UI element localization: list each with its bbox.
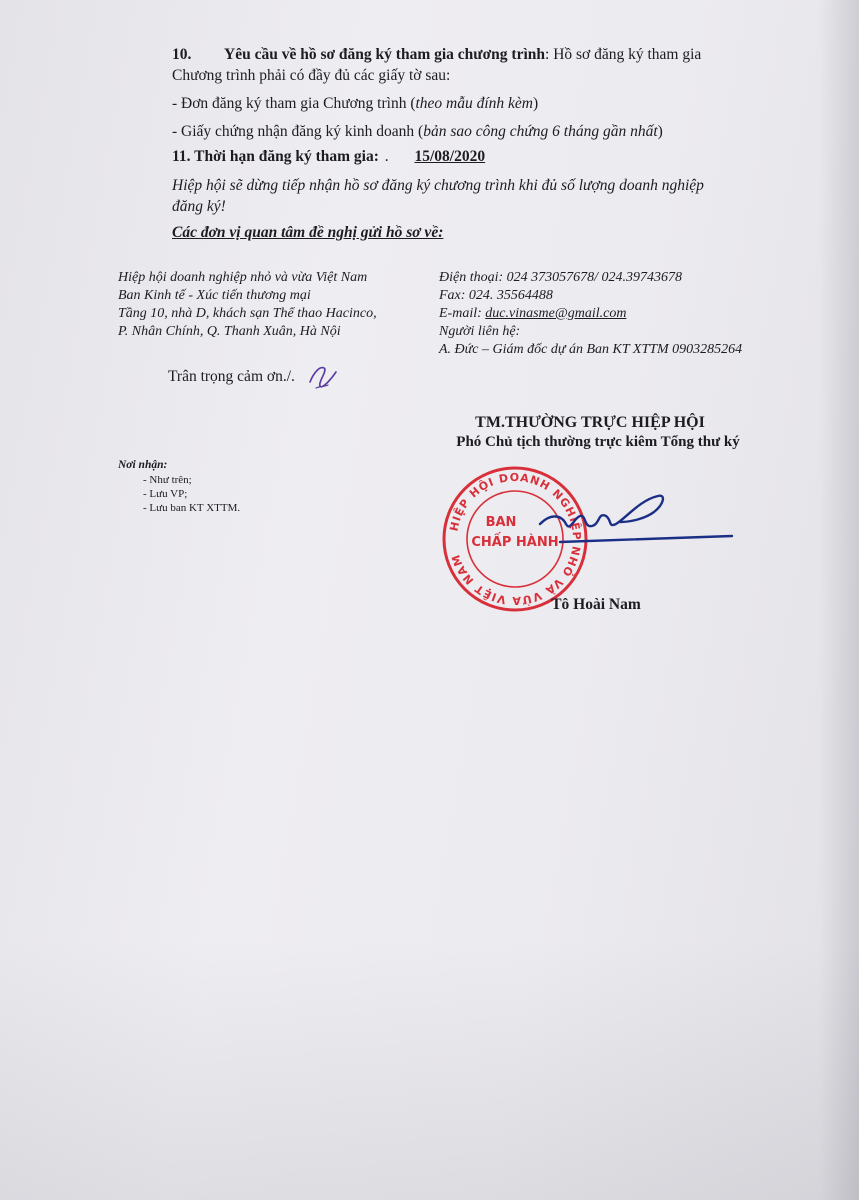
section-11-heading: 11. Thời hạn đăng ký tham gia: <box>172 148 379 165</box>
contact-email-line <box>439 306 626 322</box>
item2-end: ) <box>657 123 663 140</box>
contact-email-label: E-mail: <box>439 306 486 321</box>
send-to-heading: Các đơn vị quan tâm đề nghị gửi hồ sơ về: <box>172 224 444 241</box>
recipient-item: - Lưu ban KT XTTM. <box>143 502 241 514</box>
section-10-line2: Chương trình phải có đầy đủ các giấy tờ sau: <box>172 67 451 84</box>
stamp-ring-text: HIỆP HỘI DOANH NGHIỆP NHỎ VÀ VỪA VIỆT NAM <box>447 470 584 608</box>
section-10-item2 <box>172 123 663 141</box>
section-10-item1 <box>172 95 538 113</box>
recipient-item: - Như trên; <box>143 474 192 486</box>
deadline-date: 15/08/2020 <box>414 148 486 165</box>
section-11-note-line2: đăng ký! <box>172 198 226 215</box>
signature-position: Phó Chủ tịch thường trực kiêm Tổng thư ký <box>456 434 740 450</box>
recipient-item: - Lưu VP; <box>143 488 188 500</box>
item1-end: ) <box>533 95 539 112</box>
address-line3: Tầng 10, nhà D, khách sạn Thể thao Hacinco, <box>118 306 377 321</box>
section-10-number: 10. <box>172 46 192 63</box>
item1-italic: theo mẫu đính kèm <box>415 95 533 112</box>
closing-text: Trân trọng cảm ơn./. <box>168 368 295 385</box>
address-line2: Ban Kinh tế - Xúc tiến thương mại <box>118 288 311 303</box>
contact-fax: Fax: 024. 35564488 <box>439 288 553 303</box>
signer-name: Tô Hoài Nam <box>551 596 641 613</box>
address-line4: P. Nhân Chính, Q. Thanh Xuân, Hà Nội <box>118 324 341 339</box>
page-shadow-bottom <box>0 940 859 1200</box>
item1-text: - Đơn đăng ký tham gia Chương trình ( <box>172 95 416 112</box>
section-10-heading: Yêu cầu về hồ sơ đăng ký tham gia chương trình <box>224 46 546 63</box>
stamp-center-line1: BAN <box>485 515 517 530</box>
contact-email[interactable]: duc.vinasme@gmail.com <box>485 306 627 321</box>
address-line1: Hiệp hội doanh nghiệp nhỏ và vừa Việt Nam <box>118 270 368 285</box>
section-10-lead: : Hồ sơ đăng ký tham gia <box>545 46 702 63</box>
recipients-label: Nơi nhận: <box>118 459 168 471</box>
signature-org: TM.THƯỜNG TRỰC HIỆP HỘI <box>475 414 705 431</box>
contact-phone: Điện thoại: 024 373057678/ 024.39743678 <box>439 270 683 285</box>
handwritten-signature <box>500 482 750 562</box>
initial-tick-mark <box>306 360 340 394</box>
item2-italic: bản sao công chứng 6 tháng gần nhất <box>423 123 658 140</box>
contact-person-label: Người liên hệ: <box>439 324 521 339</box>
section-11-note-line1: Hiệp hội sẽ dừng tiếp nhận hồ sơ đăng ký chương trình khi đủ số lượng doanh nghiệp <box>172 177 704 194</box>
section-10-heading-line <box>172 46 701 64</box>
stamp-center-line2: CHẤP HÀNH <box>471 535 559 550</box>
section-11-heading-line <box>172 148 485 166</box>
item2-text: - Giấy chứng nhận đăng ký kinh doanh ( <box>172 123 424 140</box>
section-11-dot: . <box>384 148 389 165</box>
contact-person: A. Đức – Giám đốc dự án Ban KT XTTM 0903285264 <box>439 342 743 357</box>
